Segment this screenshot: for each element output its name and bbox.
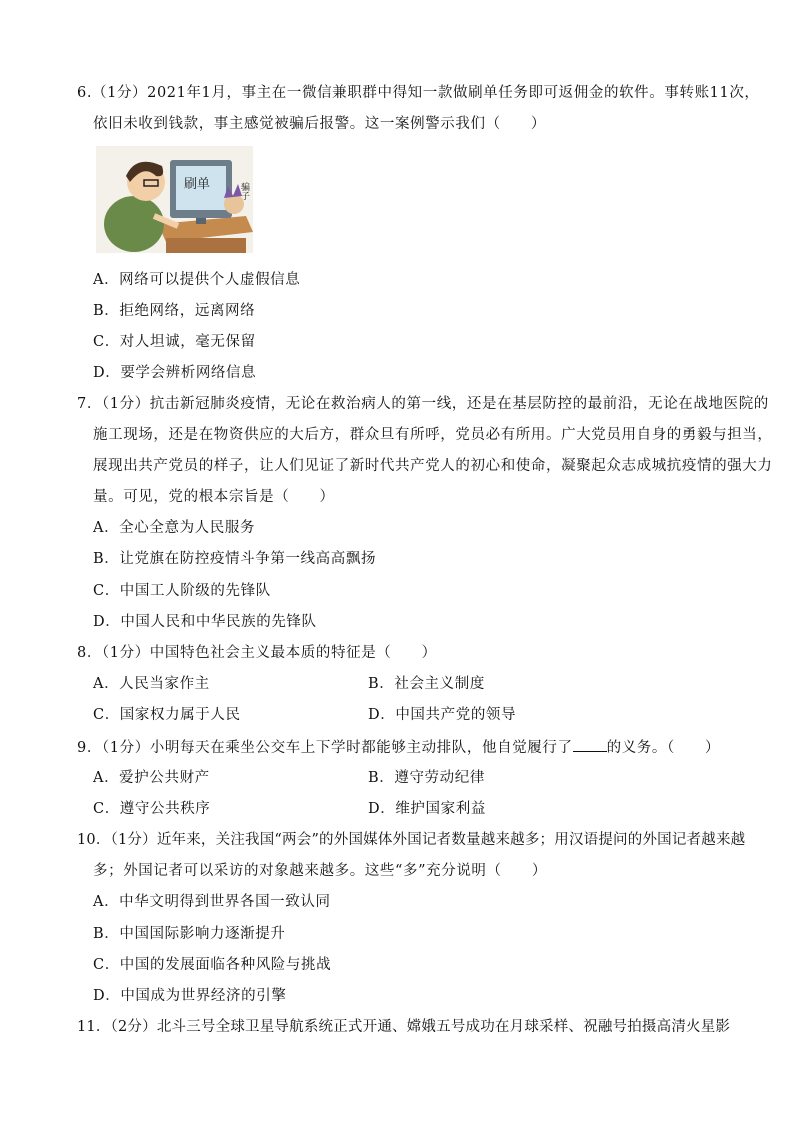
q9-answer-blank bbox=[573, 737, 607, 752]
q6-option-c: C．对人坦诚，毫无保留 bbox=[93, 334, 256, 350]
q8-option-c: C．国家权力属于人民 bbox=[93, 707, 241, 723]
q6-stem-line-2: 依旧未收到钱款，事主感觉被骗后报警。这一案例警示我们（ ） bbox=[93, 116, 546, 132]
q7-stem-line-2: 施工现场，还是在物资供应的大后方，群众旦有所呼，党员必有所用。广大党员用自身的勇毅与担当， bbox=[93, 427, 773, 443]
q7-option-b: B．让党旗在防控疫情斗争第一线高高飘扬 bbox=[93, 551, 377, 567]
q11-stem-line-1: 11．（2分）北斗三号全球卫星导航系统正式开通、嫦娥五号成功在月球采样、祝融号拍摄高清火星影 bbox=[77, 1019, 731, 1035]
q9-option-c: C．遵守公共秩序 bbox=[93, 801, 211, 817]
q8-option-b: B．社会主义制度 bbox=[368, 676, 485, 692]
q8-option-a: A．人民当家作主 bbox=[93, 676, 210, 692]
scam-cartoon-illustration bbox=[96, 146, 253, 253]
q9-stem-before-blank: 9．（1分）小明每天在乘坐公交车上下学时都能够主动排队，他自觉履行了 bbox=[77, 740, 573, 756]
q9-option-d: D．维护国家利益 bbox=[368, 801, 486, 817]
q10-option-c: C．中国的发展面临各种风险与挑战 bbox=[93, 957, 332, 973]
q7-stem-line-3: 展现出共产党员的样子，让人们见证了新时代共产党人的初心和使命，凝聚起众志成城抗疫情的强大力 bbox=[93, 458, 773, 474]
q10-option-b: B．中国国际影响力逐渐提升 bbox=[93, 926, 286, 942]
q7-option-d: D．中国人民和中华民族的先锋队 bbox=[93, 614, 317, 630]
q6-option-d: D．要学会辨析网络信息 bbox=[93, 365, 257, 381]
q6-stem-line-1: 6.（1分）2021年1月，事主在一微信兼职群中得知一款做刷单任务即可返佣金的软件。事转账11次， bbox=[77, 85, 760, 101]
q6-option-b: B．拒绝网络，远离网络 bbox=[93, 303, 256, 319]
q10-option-d: D．中国成为世界经济的引擎 bbox=[93, 988, 287, 1004]
q7-stem-line-1: 7．（1分）抗击新冠肺炎疫情，无论在救治病人的第一线，还是在基层防控的最前沿，无论在战地医院的 bbox=[77, 396, 769, 412]
q6-option-a: A．网络可以提供个人虚假信息 bbox=[93, 272, 301, 288]
q8-stem: 8．（1分）中国特色社会主义最本质的特征是（ ） bbox=[77, 645, 437, 661]
q7-option-a: A．全心全意为人民服务 bbox=[93, 520, 256, 536]
q7-stem-line-4: 量。可见，党的根本宗旨是（ ） bbox=[93, 489, 335, 505]
q8-option-d: D．中国共产党的领导 bbox=[368, 707, 517, 723]
q9-option-a: A．爱护公共财产 bbox=[93, 770, 210, 786]
q7-option-c: C．中国工人阶级的先锋队 bbox=[93, 583, 271, 599]
q10-option-a: A．中华文明得到世界各国一致认同 bbox=[93, 894, 331, 910]
image-label-shuadan: 刷单 bbox=[184, 177, 211, 192]
q9-stem-after-blank: 的义务。（ ） bbox=[606, 740, 721, 756]
q10-stem-line-1: 10．（1分）近年来，关注我国“两会”的外国媒体外国记者数量越来越多；用汉语提问的外国记者越来越 bbox=[77, 832, 746, 848]
q10-stem-line-2: 多；外国记者可以采访的对象越来越多。这些“多”充分说明（ ） bbox=[93, 863, 547, 879]
q9-option-b: B．遵守劳动纪律 bbox=[368, 770, 485, 786]
image-label-pianzi: 骗子 bbox=[239, 182, 249, 200]
q9-stem bbox=[77, 737, 721, 758]
